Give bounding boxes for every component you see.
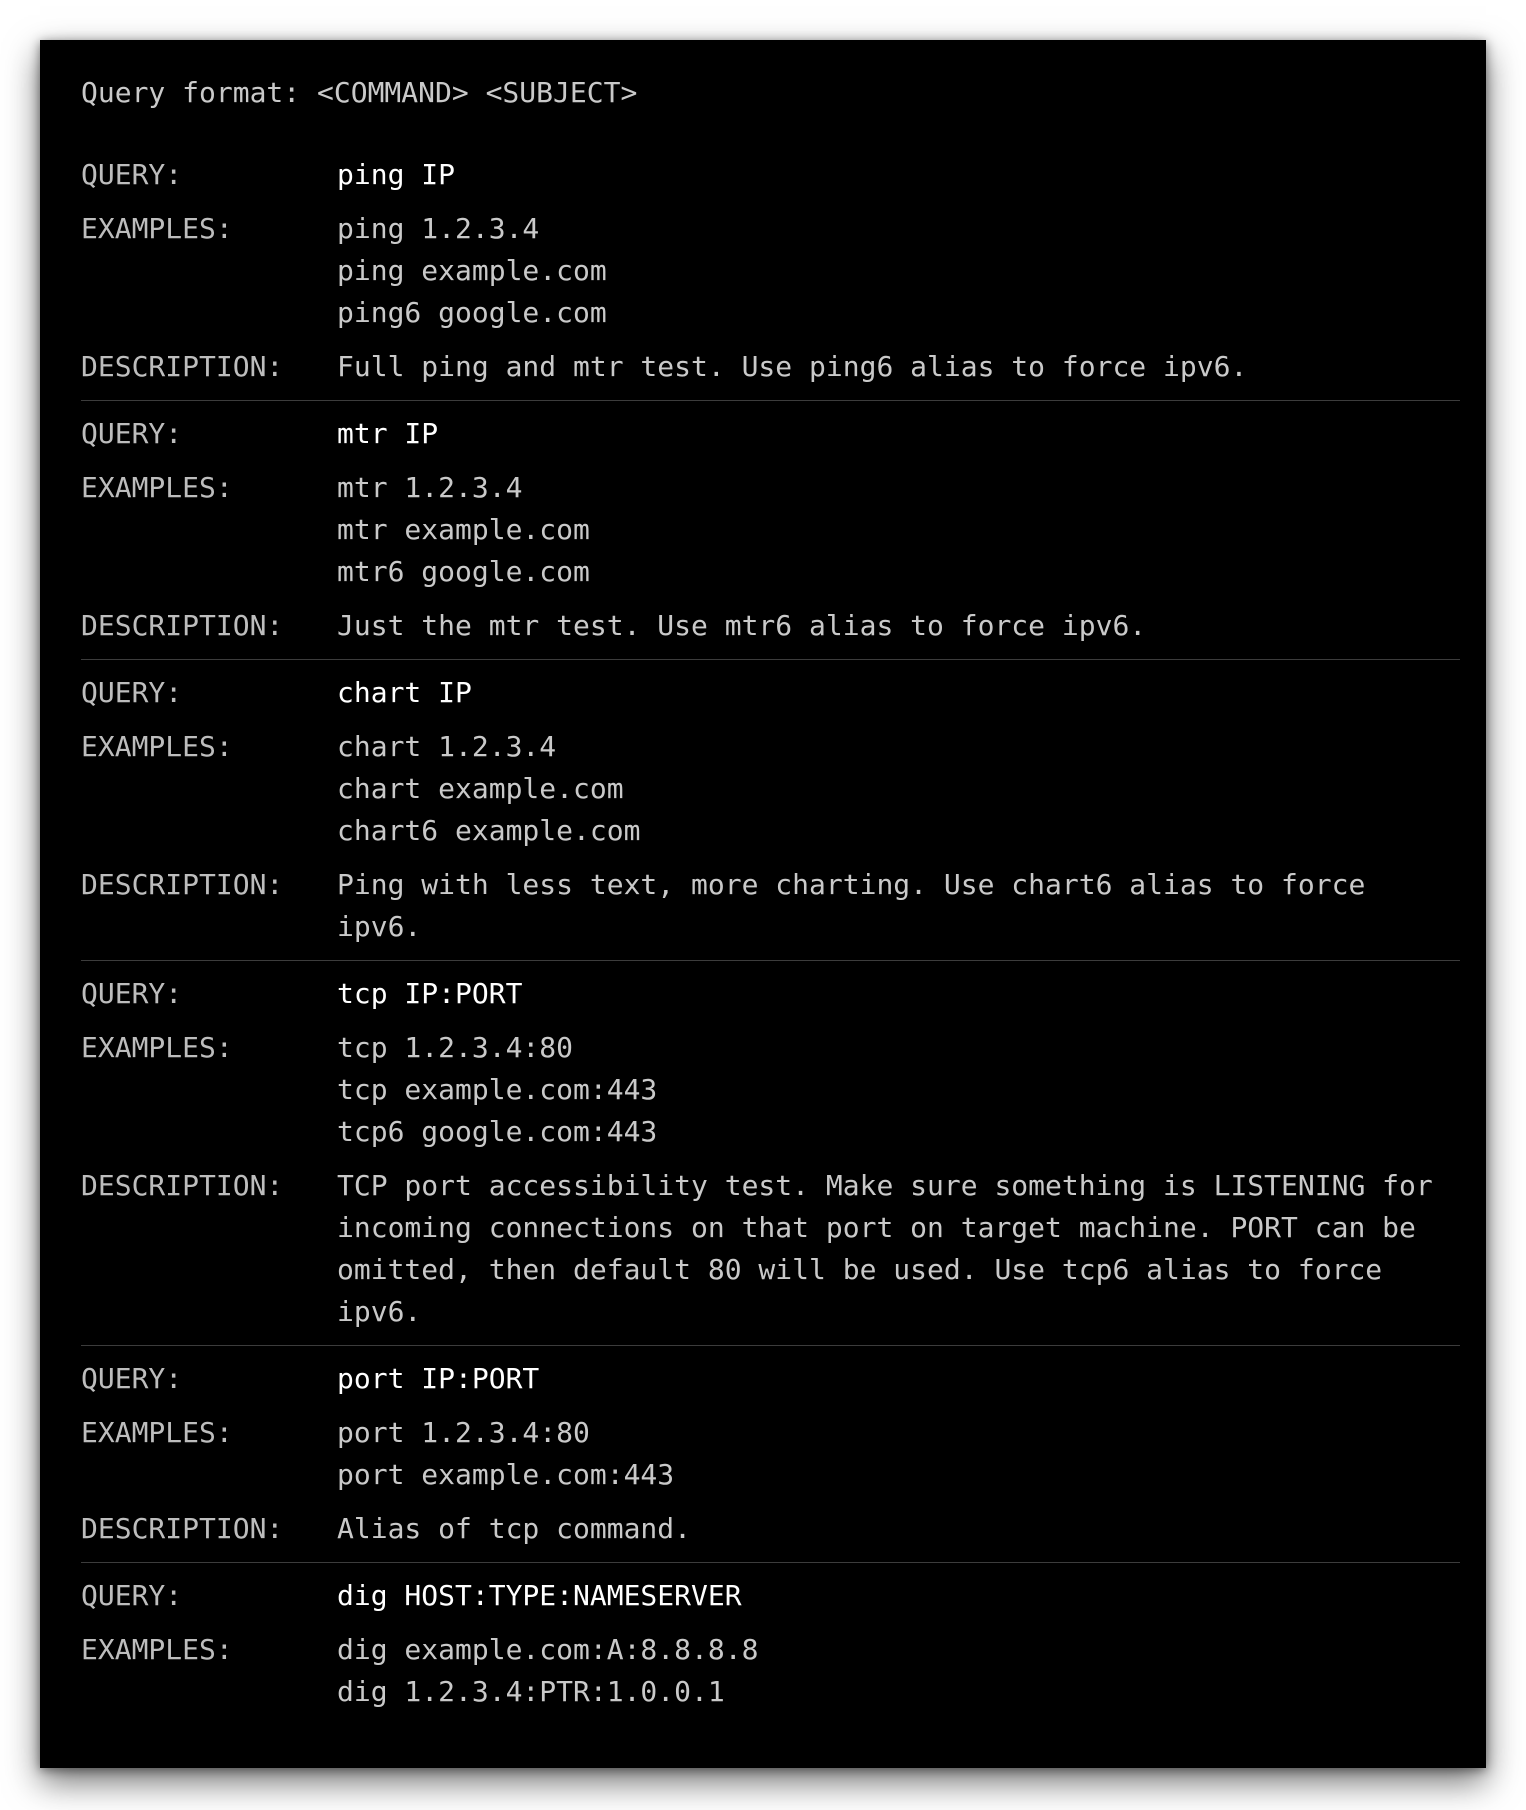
query-value: port IP:PORT — [337, 1362, 540, 1395]
query-value: ping IP — [337, 158, 456, 191]
example-item: chart6 example.com — [337, 814, 641, 847]
examples-label: EXAMPLES: — [81, 471, 233, 504]
examples-list — [337, 208, 1460, 334]
query-label: QUERY: — [81, 676, 183, 709]
examples-row — [81, 467, 1460, 593]
query-format-line: Query format: <COMMAND> <SUBJECT> — [81, 76, 638, 109]
help-window — [40, 40, 1486, 1768]
query-label: QUERY: — [81, 1362, 183, 1395]
query-row — [81, 154, 1460, 196]
examples-row — [81, 1027, 1460, 1153]
examples-label: EXAMPLES: — [81, 1416, 233, 1449]
command-entry-tcp — [81, 961, 1460, 1346]
command-entry-port — [81, 1346, 1460, 1563]
query-label: QUERY: — [81, 1579, 183, 1612]
query-value: dig HOST:TYPE:NAMESERVER — [337, 1579, 742, 1612]
example-item: mtr example.com — [337, 513, 590, 546]
example-item: chart 1.2.3.4 — [337, 730, 557, 763]
description-text: Just the mtr test. Use mtr6 alias to force ipv6. — [337, 609, 1147, 642]
description-row — [81, 605, 1460, 647]
example-item: tcp6 google.com:443 — [337, 1115, 658, 1148]
examples-list — [337, 467, 1460, 593]
command-entry-mtr — [81, 401, 1460, 660]
examples-label: EXAMPLES: — [81, 1031, 233, 1064]
command-entry-chart — [81, 660, 1460, 961]
description-label: DESCRIPTION: — [81, 609, 284, 642]
query-label: QUERY: — [81, 417, 183, 450]
example-item: dig 1.2.3.4:PTR:1.0.0.1 — [337, 1675, 725, 1708]
description-text: Ping with less text, more charting. Use chart6 alias to force ipv6. — [337, 868, 1366, 943]
query-row — [81, 672, 1460, 714]
examples-row — [81, 1412, 1460, 1496]
example-item: mtr6 google.com — [337, 555, 590, 588]
example-item: tcp example.com:443 — [337, 1073, 658, 1106]
example-item: mtr 1.2.3.4 — [337, 471, 523, 504]
query-row — [81, 413, 1460, 455]
description-row — [81, 346, 1460, 388]
examples-list — [337, 726, 1460, 852]
example-item: port example.com:443 — [337, 1458, 675, 1491]
description-row — [81, 864, 1460, 948]
example-item: dig example.com:A:8.8.8.8 — [337, 1633, 759, 1666]
example-item: ping6 google.com — [337, 296, 607, 329]
example-item: ping 1.2.3.4 — [337, 212, 540, 245]
description-row — [81, 1508, 1460, 1550]
command-entry-dig — [81, 1563, 1460, 1725]
description-row — [81, 1165, 1460, 1333]
examples-row — [81, 1629, 1460, 1713]
description-label: DESCRIPTION: — [81, 868, 284, 901]
examples-label: EXAMPLES: — [81, 730, 233, 763]
examples-list — [337, 1629, 1460, 1713]
description-text: Alias of tcp command. — [337, 1512, 692, 1545]
help-content — [40, 72, 1486, 1725]
query-row — [81, 1575, 1460, 1617]
description-text: TCP port accessibility test. Make sure something is LISTENING for incoming connections on that port on target machine. PORT can be omitted, then default 80 will be used. Use tcp6 alias to force ipv6. — [337, 1169, 1433, 1328]
command-entry-ping — [81, 142, 1460, 401]
query-row — [81, 1358, 1460, 1400]
examples-label: EXAMPLES: — [81, 1633, 233, 1666]
query-value: tcp IP:PORT — [337, 977, 523, 1010]
example-item: chart example.com — [337, 772, 624, 805]
description-label: DESCRIPTION: — [81, 1512, 284, 1545]
examples-list — [337, 1027, 1460, 1153]
examples-row — [81, 726, 1460, 852]
example-item: tcp 1.2.3.4:80 — [337, 1031, 574, 1064]
examples-row — [81, 208, 1460, 334]
example-item: ping example.com — [337, 254, 607, 287]
query-label: QUERY: — [81, 158, 183, 191]
query-value: chart IP — [337, 676, 472, 709]
description-label: DESCRIPTION: — [81, 350, 284, 383]
description-text: Full ping and mtr test. Use ping6 alias to force ipv6. — [337, 350, 1248, 383]
examples-list — [337, 1412, 1460, 1496]
example-item: port 1.2.3.4:80 — [337, 1416, 590, 1449]
query-value: mtr IP — [337, 417, 439, 450]
description-label: DESCRIPTION: — [81, 1169, 284, 1202]
query-row — [81, 973, 1460, 1015]
examples-label: EXAMPLES: — [81, 212, 233, 245]
query-label: QUERY: — [81, 977, 183, 1010]
